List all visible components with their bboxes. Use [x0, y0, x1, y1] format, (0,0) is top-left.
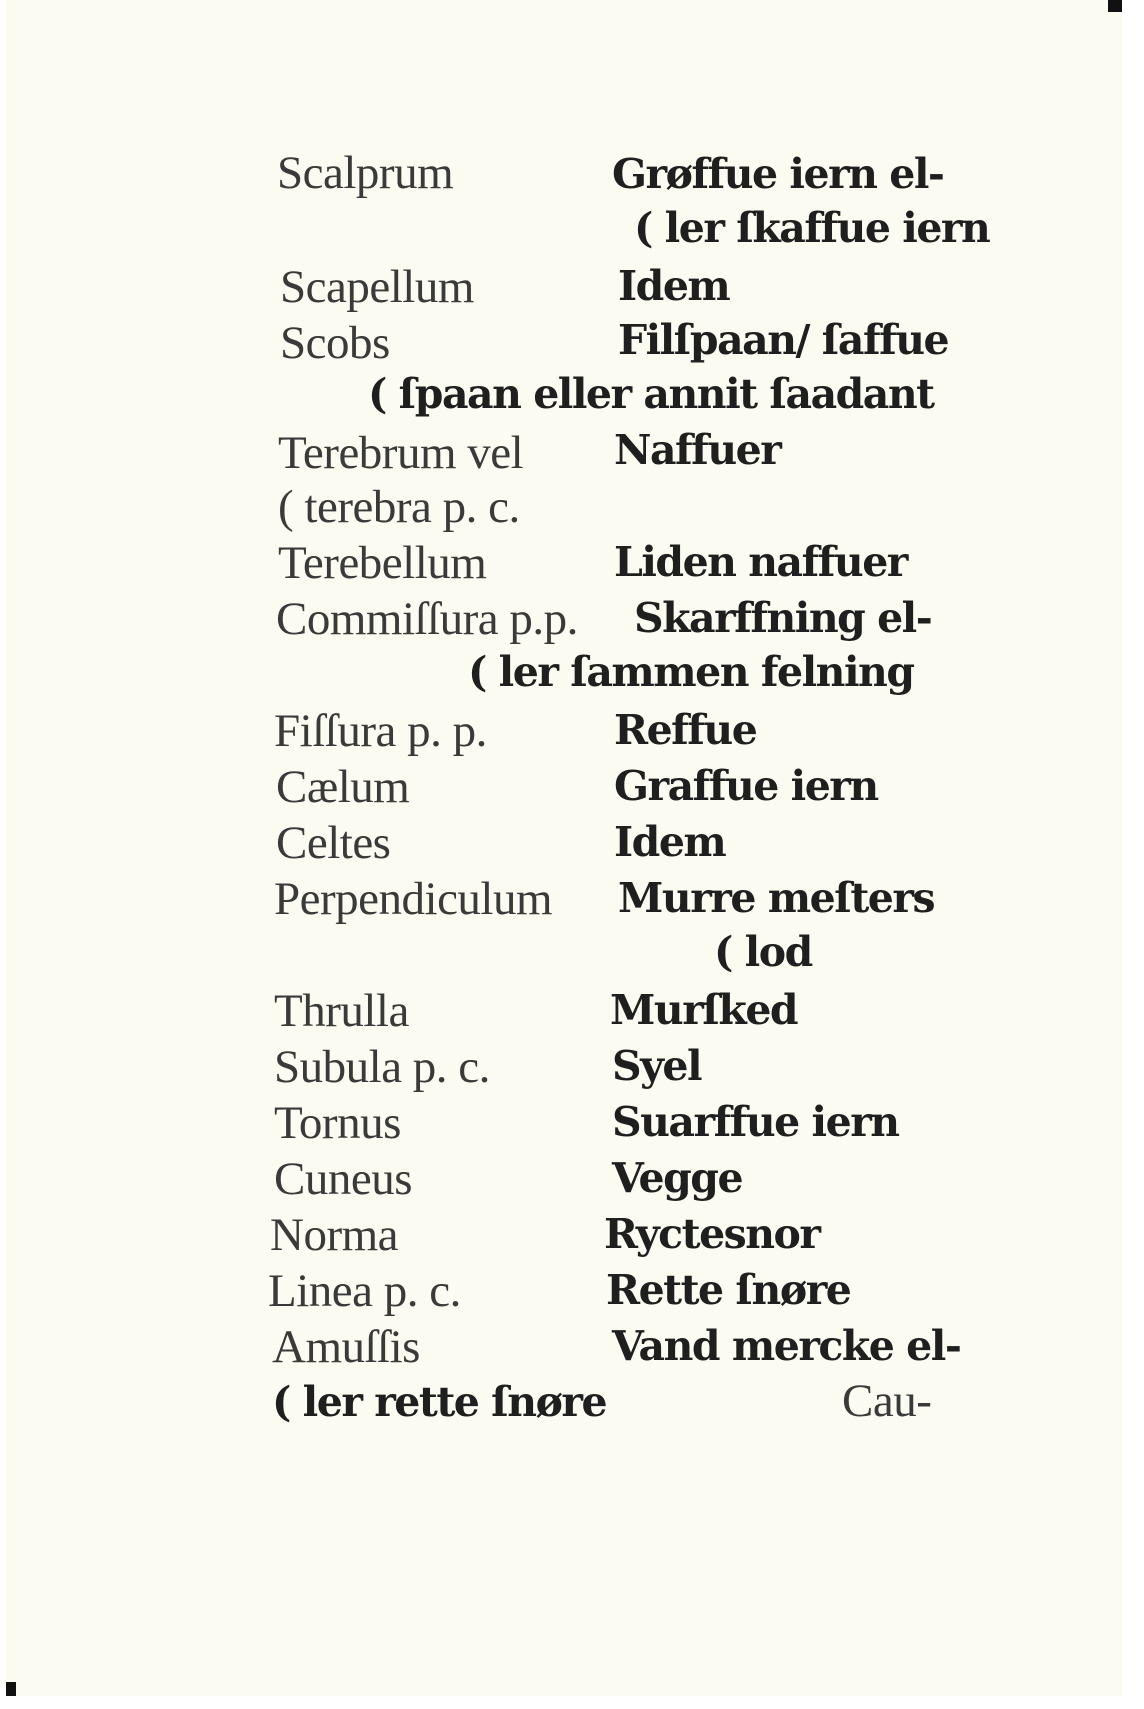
danish-gloss: Grøffue iern el-	[612, 150, 944, 198]
book-page	[6, 0, 1122, 1696]
latin-term: Norma	[270, 1209, 399, 1261]
danish-gloss: Idem	[614, 818, 726, 866]
latin-term: Terebrum vel	[278, 427, 524, 479]
danish-gloss-continuation: ( ler ſammen felning	[468, 648, 914, 696]
danish-gloss: Reffue	[614, 706, 757, 754]
danish-gloss: Ryctesnor	[604, 1210, 820, 1258]
latin-term: Linea p. c.	[268, 1265, 461, 1317]
danish-gloss: Vegge	[612, 1154, 743, 1202]
danish-gloss-continuation: ( ſpaan eller annit ſaadant	[368, 370, 934, 418]
danish-gloss: Rette ſnøre	[606, 1266, 851, 1314]
glossary-entries	[6, 0, 1122, 1696]
latin-term: Celtes	[276, 817, 391, 869]
latin-term: Scapellum	[280, 261, 474, 313]
latin-term-continuation: ( ler rette ſnøre	[272, 1378, 607, 1426]
latin-term: Cuneus	[274, 1153, 412, 1205]
latin-term-continuation: ( terebra p. c.	[278, 481, 520, 533]
latin-term: Tornus	[274, 1097, 401, 1149]
danish-gloss: Graffue iern	[614, 762, 878, 810]
danish-gloss-continuation: ( lod	[714, 928, 812, 976]
latin-term: Fiſſura p. p.	[274, 705, 487, 757]
latin-term: Scobs	[280, 317, 390, 369]
catchword: Cau-	[842, 1375, 932, 1427]
latin-term: Scalprum	[277, 147, 454, 199]
danish-gloss: Suarffue iern	[612, 1098, 899, 1146]
danish-gloss: Murre meſters	[618, 874, 935, 922]
danish-gloss: Liden naffuer	[614, 538, 907, 586]
danish-gloss: Skarffning el-	[634, 594, 932, 642]
latin-term: Cælum	[276, 761, 410, 813]
danish-gloss: Syel	[612, 1042, 702, 1090]
latin-term: Terebellum	[278, 537, 487, 589]
latin-term: Amuſſis	[272, 1321, 420, 1373]
danish-gloss-continuation: ( ler ſkaffue iern	[634, 204, 990, 252]
danish-gloss: Filſpaan/ ſaffue	[618, 316, 949, 364]
danish-gloss: Murſked	[610, 986, 798, 1034]
latin-term: Perpendiculum	[274, 873, 553, 925]
latin-term: Subula p. c.	[274, 1041, 490, 1093]
danish-gloss: Idem	[618, 262, 730, 310]
latin-term: Commiſſura p.p.	[276, 593, 578, 645]
danish-gloss: Vand mercke el-	[612, 1322, 961, 1370]
danish-gloss: Naffuer	[614, 426, 781, 474]
latin-term: Thrulla	[274, 985, 409, 1037]
